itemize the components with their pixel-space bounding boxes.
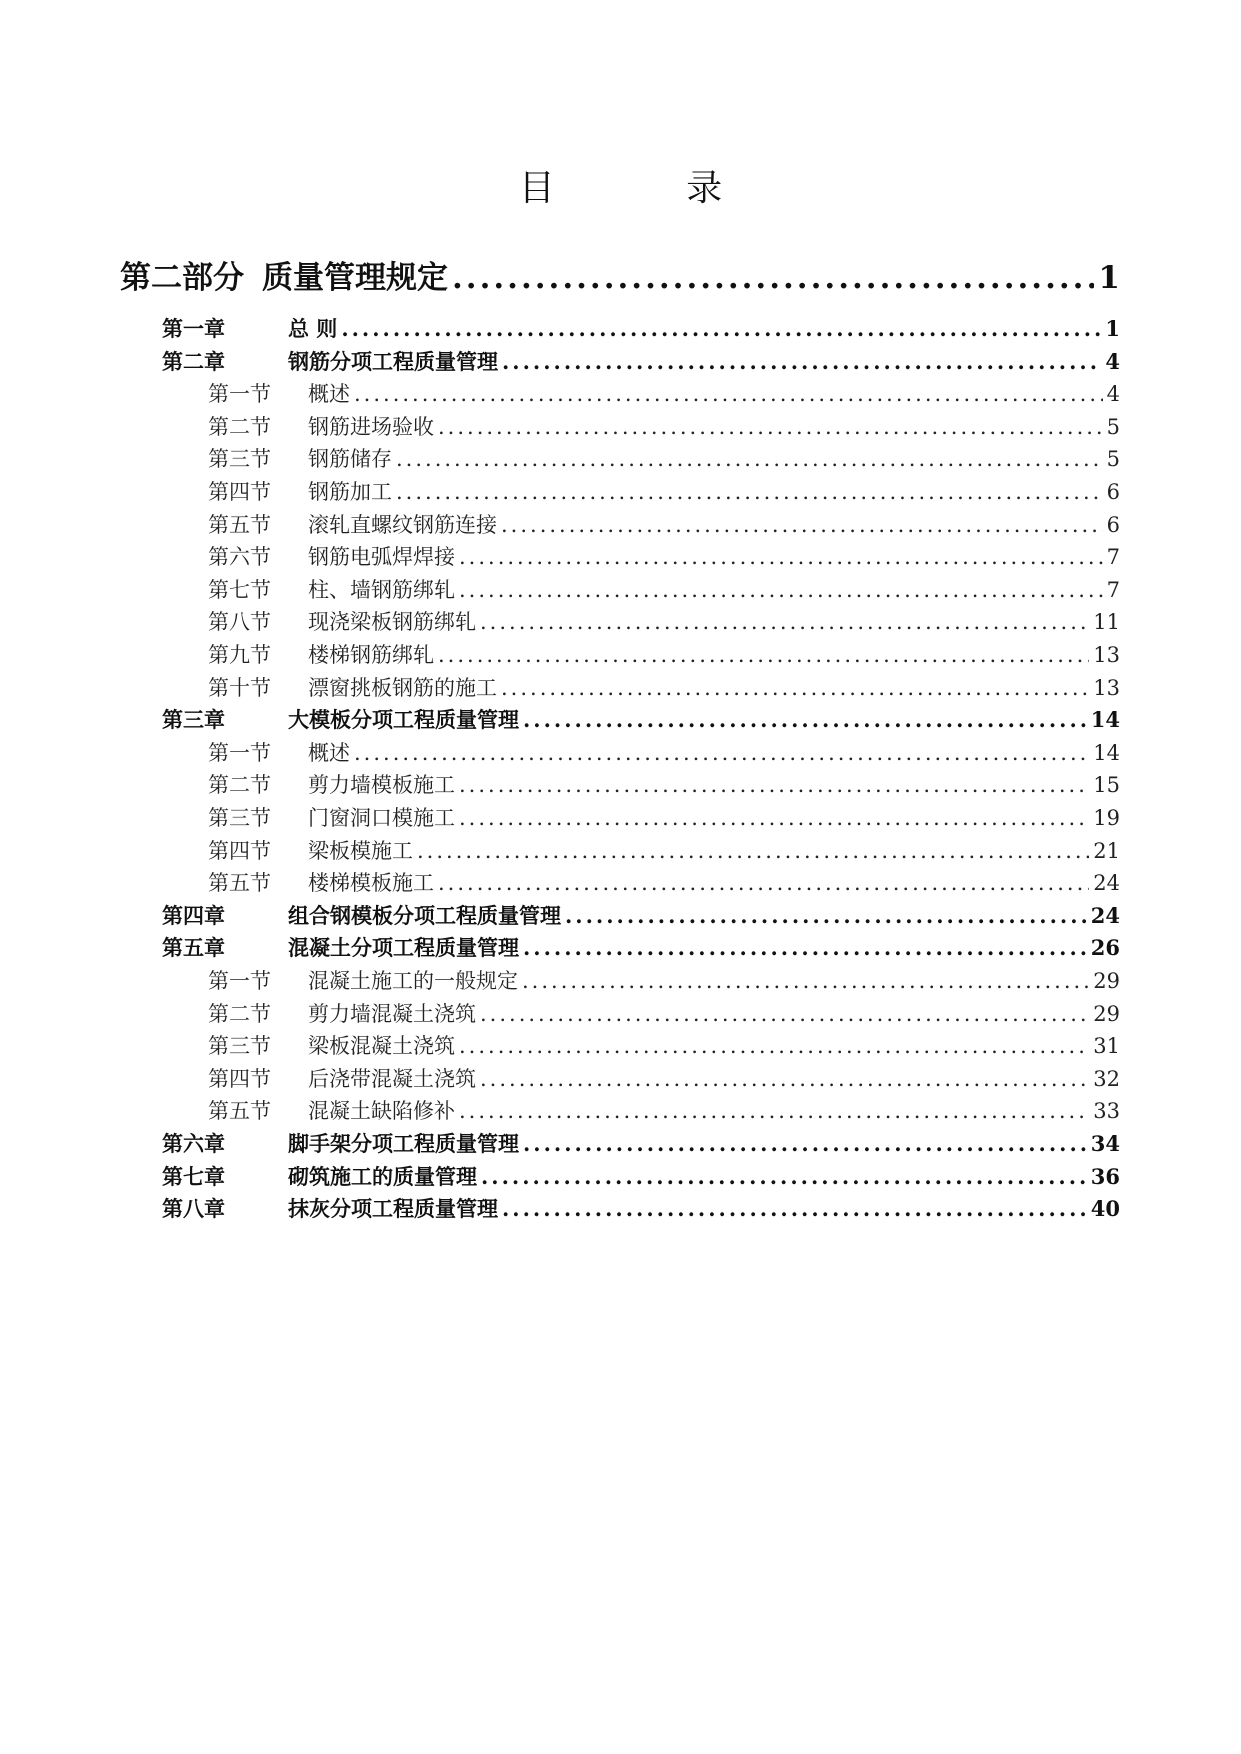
toc-entry-number: 第六章 xyxy=(162,1131,225,1156)
toc-entry-title: 钢筋分项工程质量管理 xyxy=(288,348,498,374)
toc-entry-title: 楼梯钢筋绑轧 xyxy=(308,643,434,667)
title-char-2: 录 xyxy=(686,168,723,209)
toc-page-number: 4 xyxy=(1106,382,1120,407)
toc-entry-title: 钢筋储存 xyxy=(308,447,392,472)
toc-page-number: 5 xyxy=(1106,414,1120,439)
toc-entry-number: 第三节 xyxy=(208,1034,271,1059)
toc-page-number: 26 xyxy=(1090,935,1120,961)
toc-page-number: 1 xyxy=(1098,260,1120,296)
toc-entry-title: 漂窗挑板钢筋的施工 xyxy=(308,675,497,700)
toc-page-number: 6 xyxy=(1106,512,1120,537)
toc-page-number: 24 xyxy=(1090,902,1120,928)
toc-section-entry[interactable] xyxy=(208,574,1120,604)
toc-leader-dots xyxy=(502,349,1101,374)
toc-entry-number: 第五节 xyxy=(208,1099,271,1124)
toc-entry-title: 楼梯模板施工 xyxy=(308,871,434,896)
toc-page-number: 34 xyxy=(1090,1131,1120,1156)
toc-entry-title: 混凝土分项工程质量管理 xyxy=(288,935,519,961)
toc-leader-dots xyxy=(438,871,1089,895)
toc-entry-number: 第三章 xyxy=(162,707,225,733)
toc-leader-dots xyxy=(354,741,1089,765)
toc-page-number: 5 xyxy=(1106,447,1120,472)
toc-section-entry[interactable] xyxy=(208,443,1120,473)
toc-entry-number: 第九节 xyxy=(208,643,271,667)
toc-page-number: 21 xyxy=(1093,838,1120,863)
toc-leader-dots xyxy=(341,316,1101,341)
toc-leader-dots xyxy=(502,1196,1087,1221)
toc-leader-dots xyxy=(459,1099,1089,1123)
toc-chapter-entry[interactable] xyxy=(162,1161,1120,1191)
toc-page-number: 31 xyxy=(1093,1034,1120,1059)
toc-section-entry[interactable] xyxy=(208,541,1120,571)
toc-section-entry[interactable] xyxy=(208,998,1120,1028)
toc-page-number: 1 xyxy=(1105,316,1120,341)
toc-page-number: 24 xyxy=(1093,871,1120,896)
toc-chapter-entry[interactable] xyxy=(162,1193,1120,1223)
toc-leader-dots xyxy=(459,545,1103,569)
toc-leader-dots xyxy=(396,480,1103,504)
toc-entry-number: 第四节 xyxy=(208,1066,271,1091)
toc-entry-number: 第七节 xyxy=(208,577,271,602)
toc-entry-title: 柱、墙钢筋绑轧 xyxy=(308,577,455,602)
toc-leader-dots xyxy=(438,643,1089,667)
toc-entry-title: 概述 xyxy=(308,740,350,765)
toc-page-number: 13 xyxy=(1093,643,1120,667)
toc-leader-dots xyxy=(354,382,1103,406)
toc-entry-title: 后浇带混凝土浇筑 xyxy=(308,1066,476,1091)
toc-page-number: 19 xyxy=(1093,806,1120,830)
toc-page-number: 29 xyxy=(1093,969,1120,993)
toc-section-entry[interactable] xyxy=(208,867,1120,897)
toc-entry-title: 剪力墙模板施工 xyxy=(308,773,455,798)
toc-leader-dots xyxy=(523,707,1087,732)
toc-page-number: 7 xyxy=(1106,577,1120,602)
toc-leader-dots xyxy=(480,610,1089,634)
toc-chapter-entry[interactable] xyxy=(162,704,1120,734)
toc-leader-dots xyxy=(417,839,1089,863)
toc-page-number: 6 xyxy=(1106,480,1120,504)
toc-page-number: 32 xyxy=(1093,1066,1120,1091)
toc-leader-dots xyxy=(523,1131,1087,1156)
toc-section-entry[interactable] xyxy=(208,606,1120,636)
toc-section-entry[interactable] xyxy=(208,802,1120,832)
toc-section-entry[interactable] xyxy=(208,835,1120,865)
toc-entry-number: 第一章 xyxy=(162,316,225,341)
toc-leader-dots xyxy=(396,447,1103,471)
toc-part-number: 第二部分 xyxy=(120,260,244,296)
toc-entry-number: 第一节 xyxy=(208,740,271,765)
title-char-1: 目 xyxy=(518,168,555,209)
toc-entry-number: 第一节 xyxy=(208,969,271,993)
toc-section-entry[interactable] xyxy=(208,476,1120,506)
toc-leader-dots xyxy=(522,969,1089,993)
toc-page-number: 7 xyxy=(1106,545,1120,570)
toc-part-entry[interactable] xyxy=(120,252,1120,296)
toc-entry-title: 钢筋电弧焊焊接 xyxy=(308,545,455,570)
toc-entry-number: 第三节 xyxy=(208,447,271,472)
toc-section-entry[interactable] xyxy=(208,411,1120,441)
toc-entry-title: 砌筑施工的质量管理 xyxy=(288,1163,477,1189)
toc-leader-dots xyxy=(565,903,1087,928)
toc-leader-dots xyxy=(480,1002,1089,1026)
toc-page-number: 13 xyxy=(1093,675,1120,700)
toc-entry-title: 钢筋进场验收 xyxy=(308,414,434,439)
toc-entry-number: 第二节 xyxy=(208,414,271,439)
toc-section-entry[interactable] xyxy=(208,737,1120,767)
toc-entry-title: 总 则 xyxy=(288,316,338,341)
toc-section-entry[interactable] xyxy=(208,1063,1120,1093)
toc-section-entry[interactable] xyxy=(208,639,1120,669)
toc-part-title: 质量管理规定 xyxy=(262,260,448,296)
page-title xyxy=(0,160,1241,211)
toc-leader-dots xyxy=(480,1067,1089,1091)
toc-page-number: 11 xyxy=(1093,610,1120,635)
toc-chapter-entry[interactable] xyxy=(162,932,1120,962)
toc-entry-number: 第十节 xyxy=(208,675,271,700)
toc-entry-title: 抹灰分项工程质量管理 xyxy=(288,1196,498,1222)
toc-entry-title: 剪力墙混凝土浇筑 xyxy=(308,1001,476,1026)
toc-page-number: 33 xyxy=(1093,1099,1120,1124)
toc-entry-title: 概述 xyxy=(308,382,350,407)
toc-entry-title: 现浇梁板钢筋绑轧 xyxy=(308,610,476,635)
toc-entry-title: 滚轧直螺纹钢筋连接 xyxy=(308,512,497,537)
toc-entry-number: 第六节 xyxy=(208,545,271,570)
toc-page-number: 14 xyxy=(1093,740,1120,765)
toc-entry-number: 第七章 xyxy=(162,1163,225,1189)
toc-entry-title: 大模板分项工程质量管理 xyxy=(288,707,519,733)
toc-page-number: 29 xyxy=(1093,1001,1120,1026)
toc-section-entry[interactable] xyxy=(208,1095,1120,1125)
toc-page-number: 40 xyxy=(1090,1196,1120,1222)
toc-leader-dots xyxy=(452,260,1094,296)
toc-chapter-entry[interactable] xyxy=(162,900,1120,930)
toc-leader-dots xyxy=(523,935,1087,960)
toc-page-number: 36 xyxy=(1090,1163,1120,1189)
toc-chapter-entry[interactable] xyxy=(162,313,1120,343)
toc-entry-number: 第四节 xyxy=(208,838,271,863)
toc-entry-number: 第四节 xyxy=(208,480,271,504)
toc-page-number: 4 xyxy=(1105,348,1120,374)
toc-section-entry[interactable] xyxy=(208,378,1120,408)
toc-entry-number: 第八章 xyxy=(162,1196,225,1222)
toc-entry-number: 第二章 xyxy=(162,348,225,374)
toc-leader-dots xyxy=(459,806,1089,830)
toc-page-number: 14 xyxy=(1090,707,1120,733)
toc-leader-dots xyxy=(459,773,1089,797)
toc-entry-title: 门窗洞口模施工 xyxy=(308,806,455,830)
toc-entry-number: 第三节 xyxy=(208,806,271,830)
toc-section-entry[interactable] xyxy=(208,769,1120,799)
toc-entry-number: 第五节 xyxy=(208,512,271,537)
toc-leader-dots xyxy=(481,1164,1087,1189)
toc-entry-number: 第四章 xyxy=(162,902,225,928)
toc-section-entry[interactable] xyxy=(208,965,1120,995)
toc-chapter-entry[interactable] xyxy=(162,346,1120,376)
toc-chapter-entry[interactable] xyxy=(162,1128,1120,1158)
toc-leader-dots xyxy=(501,513,1103,537)
toc-leader-dots xyxy=(459,578,1103,602)
toc-entry-number: 第一节 xyxy=(208,382,271,407)
toc-entry-title: 脚手架分项工程质量管理 xyxy=(288,1131,519,1156)
toc-entry-number: 第八节 xyxy=(208,610,271,635)
toc-entry-number: 第五章 xyxy=(162,935,225,961)
toc-section-entry[interactable] xyxy=(208,509,1120,539)
toc-entry-title: 混凝土施工的一般规定 xyxy=(308,969,518,993)
toc-page-number: 15 xyxy=(1093,773,1120,798)
toc-entry-number: 第二节 xyxy=(208,773,271,798)
toc-entry-title: 梁板混凝土浇筑 xyxy=(308,1034,455,1059)
toc-entry-title: 钢筋加工 xyxy=(308,480,392,504)
toc-entry-number: 第二节 xyxy=(208,1001,271,1026)
toc-entry-number: 第五节 xyxy=(208,871,271,896)
toc-entry-title: 混凝土缺陷修补 xyxy=(308,1099,455,1124)
toc-leader-dots xyxy=(438,415,1103,439)
toc-section-entry[interactable] xyxy=(208,672,1120,702)
toc-entry-title: 梁板模施工 xyxy=(308,838,413,863)
toc-leader-dots xyxy=(501,676,1089,700)
toc-section-entry[interactable] xyxy=(208,1030,1120,1060)
toc-leader-dots xyxy=(459,1034,1089,1058)
toc-entry-title: 组合钢模板分项工程质量管理 xyxy=(288,902,561,928)
